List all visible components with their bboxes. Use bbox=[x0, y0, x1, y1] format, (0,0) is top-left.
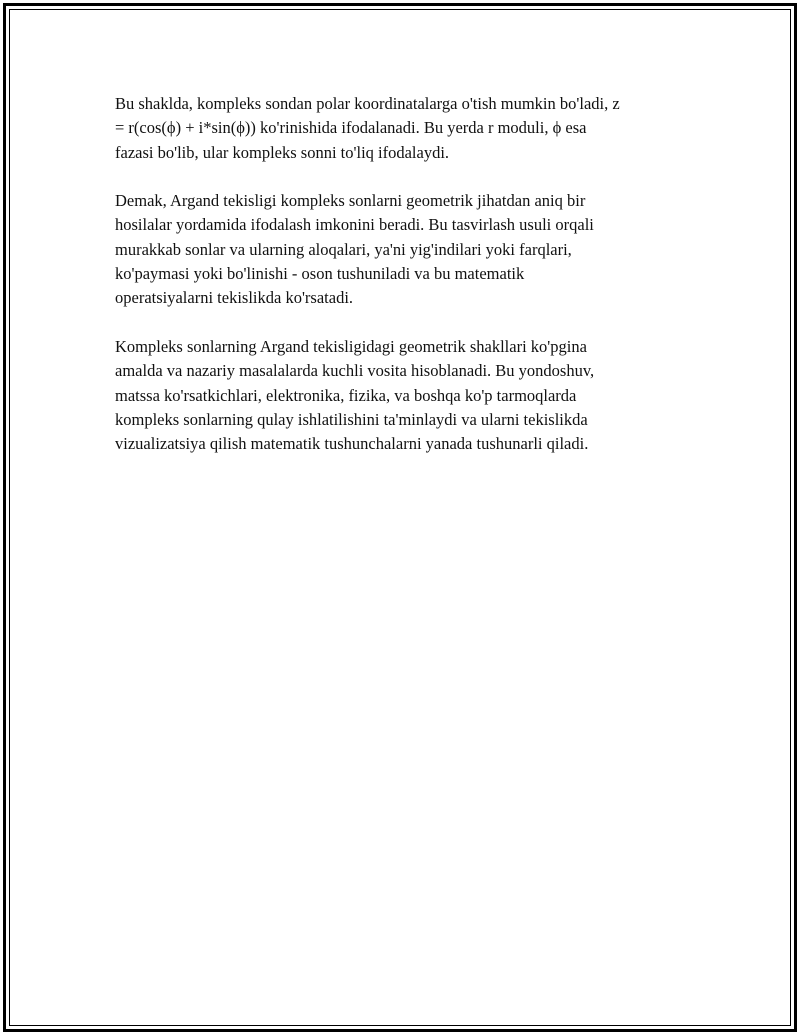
paragraph-polar-form: Bu shaklda, kompleks sondan polar koordinatalarga o'tish mumkin bo'ladi, z = r(cos(ϕ) + i*sin(ϕ)) ko'rinishida ifodalanadi. Bu yerda r moduli, ϕ esa fazasi bo'lib, ular kompleks sonni to'liq ifodalaydi. bbox=[115, 94, 620, 162]
paragraph-applications: Kompleks sonlarning Argand tekisligidagi geometrik shakllari ko'pgina amalda va nazariy masalalarda kuchli vosita hisoblanadi. Bu yondoshuv, matssa ko'rsatkichlari, elektronika, fizika, va boshqa ko'p tarmoqlarda kompleks sonlarning qulay ishlatilishini ta'minlaydi va ularni tekislikda vizualizatsiya qilish matematik tushunchalarni yanada tushunarli qiladi. bbox=[115, 336, 595, 454]
paragraph-argand-plane: Demak, Argand tekisligi kompleks sonlarni geometrik jihatdan aniq bir hosilalar yordamida ifodalash imkonini beradi. Bu tasvirlash usuli orqali murakkab sonlar va ularning aloqalari, ya'ni yig'indilari yoki farqlari, ko'paymasi yoki bo'linishi - oson tushuniladi va bu matematik operatsiyalarni tekislikda ko'rsatadi. bbox=[115, 191, 594, 308]
document-body bbox=[115, 92, 685, 481]
